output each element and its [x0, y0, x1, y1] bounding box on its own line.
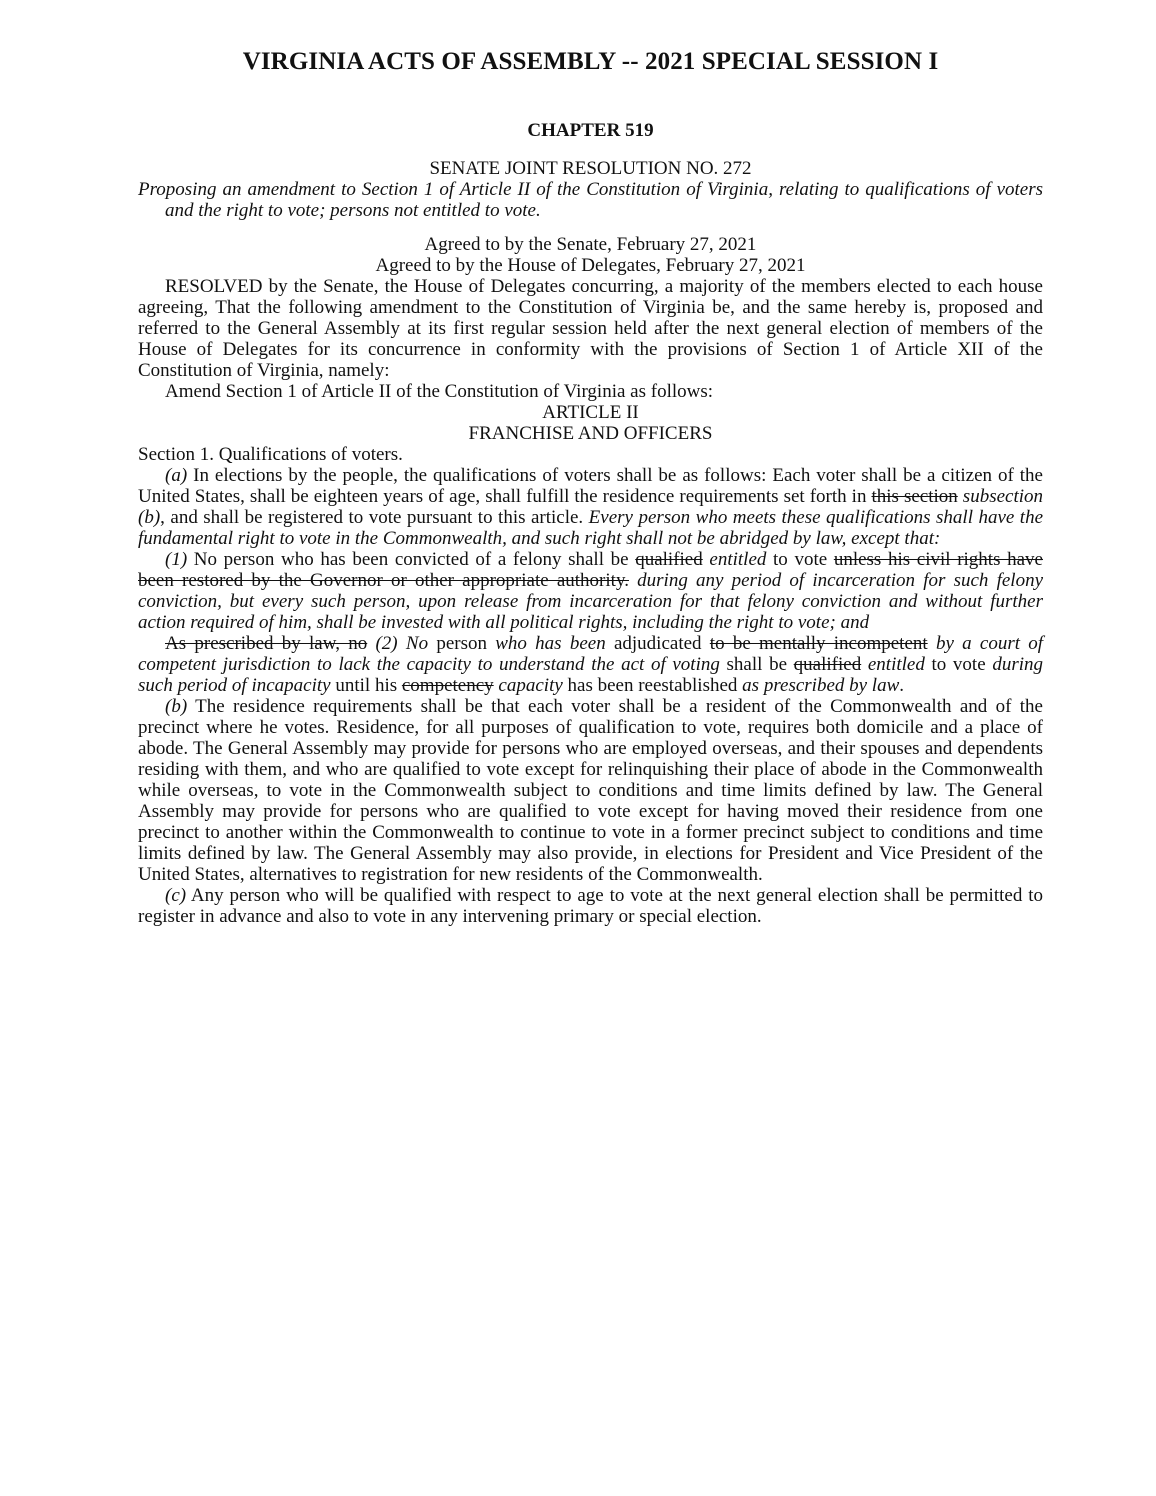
text-run: until his: [330, 675, 402, 696]
inserted-text: entitled: [709, 549, 767, 570]
stricken-text: qualified: [635, 549, 703, 570]
inserted-text: (b): [165, 696, 188, 717]
paragraph-b: [138, 696, 1043, 885]
paragraph-c: [138, 885, 1043, 927]
resolution-title: Proposing an amendment to Section 1 of Article II of the Constitution of Virginia, relating to qualifications of voters and the right to vote; persons not entitled to vote.: [138, 179, 1043, 221]
text-run: [861, 654, 868, 675]
text-run: has been reestablished: [562, 675, 743, 696]
stricken-text: qualified: [793, 654, 862, 675]
inserted-text: by a court of competent jurisdiction to lack the capacity to understand the act of voting: [138, 633, 1044, 675]
text-run: [629, 570, 637, 591]
document-header: VIRGINIA ACTS OF ASSEMBLY -- 2021 SPECIAL SESSION I: [242, 48, 939, 75]
inserted-text: during such period of incapacity: [138, 654, 1043, 696]
agreed-house: Agreed to by the House of Delegates, February 27, 2021: [375, 255, 806, 276]
inserted-text: during any period of incarceration for such felony conviction, but every such person, upon release from incarceration for that felony conviction and without further action required of him, shall be invested with all political rights, including the right to vote; and: [138, 570, 1044, 633]
inserted-text: (c): [165, 885, 187, 906]
text-run: , and shall be registered to vote pursuant to this article.: [160, 507, 589, 528]
article-heading: ARTICLE II: [542, 402, 639, 423]
text-run: No person who has been convicted of a felony shall be: [187, 549, 636, 570]
inserted-text: Every person who meets these qualifications shall have the fundamental right to vote in the Commonwealth, and such right shall not be abridged by law, except that:: [138, 507, 1043, 549]
inserted-text: as prescribed by law: [742, 675, 900, 696]
chapter-heading: CHAPTER 519: [527, 120, 654, 141]
section-heading: Section 1. Qualifications of voters.: [138, 444, 403, 465]
text-run: [928, 633, 936, 654]
resolved-paragraph: RESOLVED by the Senate, the House of Delegates concurring, a majority of the members elected to each house agreeing, That the following amendment to the Constitution of Virginia be, and the same hereby is, proposed and referred to the General Assembly at its first regular session held after the next general election of members of the House of Delegates for its concurrence in conformity with the provisions of Section 1 of Article XII of the Constitution of Virginia, namely:: [138, 276, 1043, 381]
article-title: FRANCHISE AND OFFICERS: [468, 423, 713, 444]
inserted-text: capacity: [498, 675, 563, 696]
text-run: adjudicated: [605, 633, 710, 654]
stricken-text: unless his civil rights have been restored by the Governor or other appropriate authority.: [138, 549, 1043, 591]
text-run: .: [899, 675, 905, 696]
stricken-text: to be mentally incompetent: [709, 633, 928, 654]
resolution-number: SENATE JOINT RESOLUTION NO. 272: [429, 158, 752, 179]
inserted-text: subsection (b): [138, 486, 1044, 528]
inserted-text: entitled: [867, 654, 925, 675]
text-run: to vote: [924, 654, 993, 675]
inserted-text: (a): [165, 465, 188, 486]
text-run: person: [428, 633, 496, 654]
paragraph-2: [138, 633, 1043, 696]
stricken-text: competency: [401, 675, 494, 696]
text-run: shall be: [719, 654, 794, 675]
stricken-text: As prescribed by law, no: [165, 633, 368, 654]
amend-line: Amend Section 1 of Article II of the Constitution of Virginia as follows:: [165, 381, 714, 402]
text-run: In elections by the people, the qualifications of voters shall be as follows: Each voter shall be a citizen of the United States, shall be eighteen years of age, shall fulfill the residence requirements set forth in: [138, 465, 1043, 507]
stricken-text: this section: [871, 486, 958, 507]
text-run: Any person who will be qualified with respect to age to vote at the next general election shall be permitted to register in advance and also to vote in any intervening primary or special election.: [138, 885, 1043, 927]
text-run: to vote: [766, 549, 834, 570]
inserted-text: who has been: [495, 633, 606, 654]
agreed-senate: Agreed to by the Senate, February 27, 2021: [424, 234, 757, 255]
inserted-text: (2) No: [375, 633, 429, 654]
text-run: The residence requirements shall be that each voter shall be a resident of the Commonwealth and of the precinct where he votes. Residence, for all purposes of qualification to vote, requires both domicile and a place of abode. The General Assembly may provide for persons who are employed overseas, and their spouses and dependents residing with them, and who are qualified to vote except for relinquishing their place of abode in the Commonwealth while overseas, to vote in the Commonwealth subject to conditions and time limits defined by law. The General Assembly may provide for persons who are qualified to vote except for having moved their residence from one precinct to another within the Commonwealth to continue to vote in a former precinct subject to conditions and time limits defined by law. The General Assembly may also provide, in elections for President and Vice President of the United States, alternatives to registration for new residents of the Commonwealth.: [138, 696, 1043, 885]
inserted-text: (1): [165, 549, 188, 570]
document-page: [138, 48, 1043, 927]
paragraph-a: [138, 465, 1043, 549]
paragraph-1: [138, 549, 1043, 633]
